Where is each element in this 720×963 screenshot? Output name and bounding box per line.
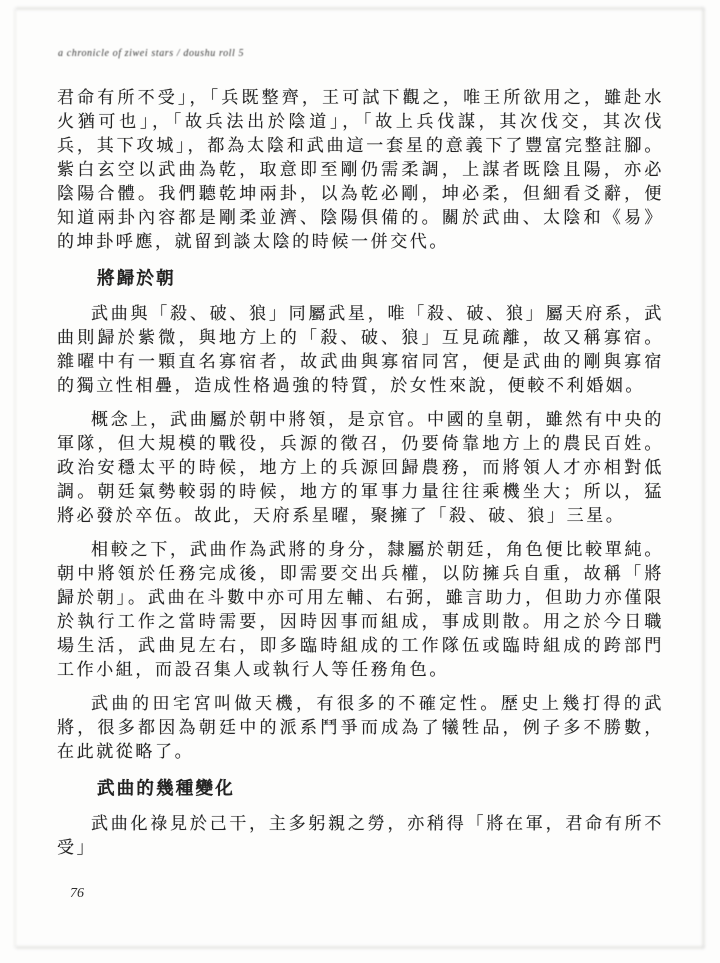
- body-paragraph: 相較之下，武曲作為武將的身分，隸屬於朝廷，角色便比較單純。朝中將領於任務完成後，即需要交出兵權，以防擁兵自重，故稱「將歸於朝」。武曲在斗數中亦可用左輔、右弼，雖言助力，但助力亦僅限於執行工作之當時需要，因時因事而組成，事成則散。用之於今日職場生活，武曲見左右，即多臨時組成的工作隊伍或臨時組成的跨部門工作小組，而設召集人或執行人等任務角色。: [57, 540, 664, 679]
- running-header: a chronicle of ziwei stars / doushu roll 5: [58, 48, 245, 59]
- body-paragraph: 武曲與「殺、破、狼」同屬武星，唯「殺、破、狼」屬天府系，武曲則歸於紫微，與地方上的「殺、破、狼」互見疏離，故又稱寡宿。雜曜中有一顆直名寡宿者，故武曲與寡宿同宮，便是武曲的剛與寡宿的獨立性相疊，造成性格過強的特質，於女性來說，便較不利婚姻。: [57, 304, 664, 395]
- scan-edge-right: [702, 8, 705, 948]
- scan-edge-left: [14, 8, 16, 948]
- page-content: [57, 86, 664, 870]
- body-paragraph: 君命有所不受」，「兵既整齊，王可試下觀之，唯王所欲用之，雖赴水火猶可也」，「故兵法出於陰道」，「故上兵伐謀，其次伐交，其次伐兵，其下攻城」，都為太陰和武曲這一套星的意義下了豐富完整註腳。紫白玄空以武曲為乾，取意即至剛仍需柔調，上謀者既陰且陽，亦必陰陽合體。我們聽乾坤兩卦，以為乾必剛，坤必柔，但細看爻辭，便知道兩卦內容都是剛柔並濟、陰陽俱備的。關於武曲、太陰和《易》的坤卦呼應，就留到談太陰的時候一併交代。: [57, 88, 664, 251]
- scan-edge-top: [16, 7, 704, 10]
- body-paragraph: 武曲化祿見於己干，主多躬親之勞，亦稍得「將在軍，君命有所不受」: [57, 814, 664, 857]
- section-heading: 武曲的幾種變化: [97, 778, 235, 798]
- scan-edge-bottom: [16, 946, 704, 949]
- page-number: 76: [70, 886, 84, 901]
- body-paragraph: 武曲的田宅宮叫做天機，有很多的不確定性。歷史上幾打得的武將，很多都因為朝廷中的派系鬥爭而成為了犧牲品，例子多不勝數，在此就從略了。: [57, 694, 664, 761]
- body-paragraph: 概念上，武曲屬於朝中將領，是京官。中國的皇朝，雖然有中央的軍隊，但大規模的戰役，兵源的徵召，仍要倚靠地方上的農民百姓。政治安穩太平的時候，地方上的兵源回歸農務，而將領人才亦相對低調。朝廷氣勢較弱的時候，地方的軍事力量往往乘機坐大；所以，猛將必發於卒伍。故此，天府系星曜，聚擁了「殺、破、狼」三星。: [57, 410, 664, 525]
- section-heading: 將歸於朝: [97, 268, 176, 288]
